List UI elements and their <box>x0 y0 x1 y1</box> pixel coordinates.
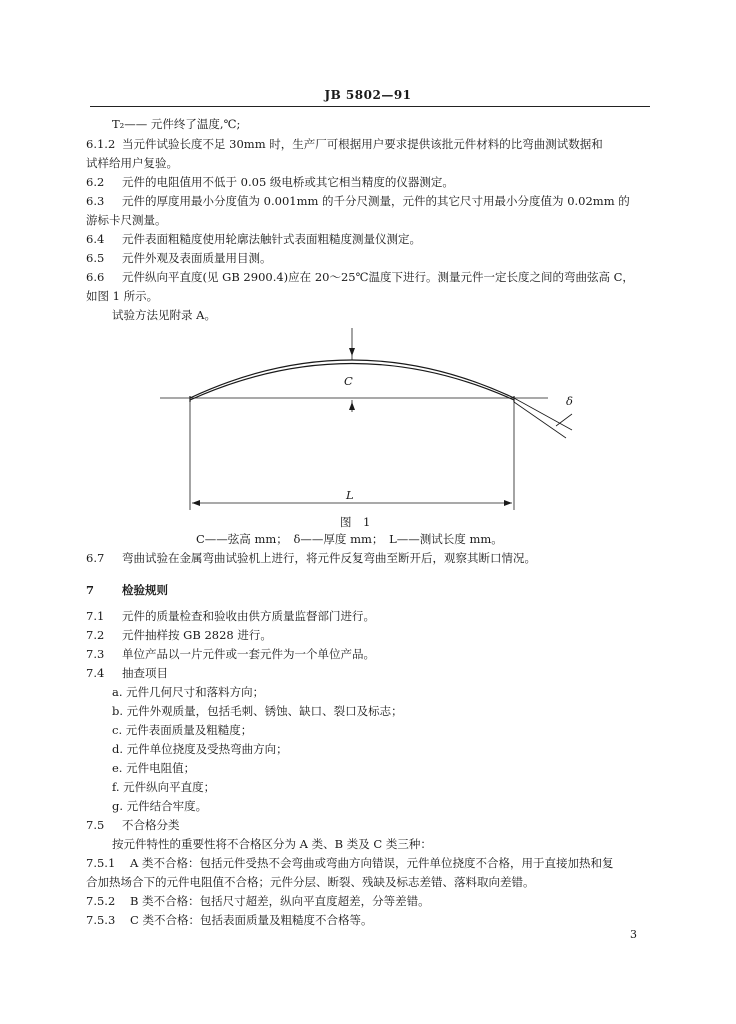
list-item: g. 元件结合牢度。 <box>112 799 208 813</box>
section-7-title <box>86 582 652 598</box>
list-item: f. 元件纵向平直度； <box>112 780 216 794</box>
section-6-2 <box>86 174 652 190</box>
section-7-2 <box>86 627 652 643</box>
section-number: 6.4 <box>86 232 105 246</box>
section-text: 元件的质量检查和验收由供方质量监督部门进行。 <box>122 609 375 623</box>
list-item: b. 元件外观质量，包括毛刺、锈蚀、缺口、裂口及标志； <box>112 704 403 718</box>
section-number: 7.5.2 <box>86 894 116 908</box>
section-text: B 类不合格：包括尺寸超差，纵向平直度超差，分等差错。 <box>130 894 430 908</box>
section-6-1-2-cont: 试样给用户复验。 <box>86 156 178 170</box>
section-text: 抽查项目 <box>122 666 168 680</box>
section-6-6 <box>86 269 652 285</box>
figure-label-delta: δ <box>566 394 573 408</box>
chord-arrow-down <box>349 348 355 356</box>
section-7-5-1-cont: 合加热场合下的元件电阻值不合格；元件分层、断裂、残缺及标志差错、落料取向差错。 <box>86 875 535 889</box>
section-number: 7.2 <box>86 628 105 642</box>
length-arrow-right <box>504 500 512 506</box>
chord-arrow-up <box>349 402 355 410</box>
section-text: 元件纵向平直度(见 GB 2900.4)应在 20～25℃温度下进行。测量元件一定长度之间的弯曲弦高 C， <box>122 270 634 284</box>
list-item: c. 元件表面质量及粗糙度； <box>112 723 253 737</box>
section-text: 弯曲试验在金属弯曲试验机上进行，将元件反复弯曲至断开后，观察其断口情况。 <box>122 551 536 565</box>
section-number: 7.5 <box>86 818 105 832</box>
thickness-leader-1 <box>514 398 572 430</box>
section-text: A 类不合格：包括元件受热不会弯曲或弯曲方向错误，元件单位挠度不合格，用于直接加热和复 <box>130 856 614 870</box>
section-6-1-2 <box>86 136 652 152</box>
figure-label-l: L <box>346 488 354 502</box>
section-6-5 <box>86 250 652 266</box>
page-number: 3 <box>630 928 637 941</box>
section-number: 7.5.1 <box>86 856 116 870</box>
section-6-6-method: 试验方法见附录 A。 <box>112 308 216 322</box>
section-number: 7 <box>86 583 95 597</box>
section-text: 检验规则 <box>122 583 168 597</box>
thickness-leader-2 <box>514 402 566 438</box>
header-rule <box>90 106 650 107</box>
t2-definition: T₂—— 元件终了温度,℃; <box>112 117 241 131</box>
section-text: 元件表面粗糙度使用轮廓法触针式表面粗糙度测量仪测定。 <box>122 232 421 246</box>
section-6-6-cont: 如图 1 所示。 <box>86 289 159 303</box>
section-number: 7.3 <box>86 647 105 661</box>
section-number: 6.6 <box>86 270 105 284</box>
section-7-3 <box>86 646 652 662</box>
section-number: 6.3 <box>86 194 105 208</box>
section-text: C 类不合格：包括表面质量及粗糙度不合格等。 <box>130 913 373 927</box>
section-6-3 <box>86 193 652 209</box>
section-6-7 <box>86 550 652 566</box>
section-number: 7.5.3 <box>86 913 116 927</box>
section-text: 元件抽样按 GB 2828 进行。 <box>122 628 272 642</box>
section-text: 不合格分类 <box>122 818 180 832</box>
section-7-5-2 <box>86 893 652 909</box>
figure-caption: 图 1 <box>340 515 371 529</box>
section-number: 7.4 <box>86 666 105 680</box>
section-text: 元件的电阻值用不低于 0.05 级电桥或其它相当精度的仪器测定。 <box>122 175 454 189</box>
list-item: d. 元件单位挠度及受热弯曲方向； <box>112 742 288 756</box>
figure-label-c: C <box>344 374 353 388</box>
section-number: 6.1.2 <box>86 137 116 151</box>
section-6-4 <box>86 231 652 247</box>
figure-legend: C——弦高 mm； δ——厚度 mm； L——测试长度 mm。 <box>196 532 503 546</box>
list-item: e. 元件电阻值； <box>112 761 196 775</box>
section-7-5-body: 按元件特性的重要性将不合格区分为 A 类、B 类及 C 类三种： <box>112 837 432 851</box>
standard-code-header: JB 5802—91 <box>324 88 412 102</box>
section-7-5 <box>86 817 652 833</box>
section-number: 6.7 <box>86 551 105 565</box>
section-7-4 <box>86 665 652 681</box>
thickness-dimension <box>556 414 572 426</box>
section-7-5-3 <box>86 912 652 928</box>
section-text: 单位产品以一片元件或一套元件为一个单位产品。 <box>122 647 375 661</box>
section-number: 7.1 <box>86 609 105 623</box>
list-item: a. 元件几何尺寸和落料方向； <box>112 685 265 699</box>
section-number: 6.5 <box>86 251 105 265</box>
length-arrow-left <box>192 500 200 506</box>
section-text: 元件外观及表面质量用目测。 <box>122 251 272 265</box>
section-text: 当元件试验长度不足 30mm 时，生产厂可根据用户要求提供该批元件材料的比弯曲测试数据和 <box>122 137 603 151</box>
section-7-1 <box>86 608 652 624</box>
section-6-3-cont: 游标卡尺测量。 <box>86 213 167 227</box>
section-number: 6.2 <box>86 175 105 189</box>
section-text: 元件的厚度用最小分度值为 0.001mm 的千分尺测量，元件的其它尺寸用最小分度值为 0.02mm 的 <box>122 194 630 208</box>
section-7-5-1 <box>86 855 652 871</box>
